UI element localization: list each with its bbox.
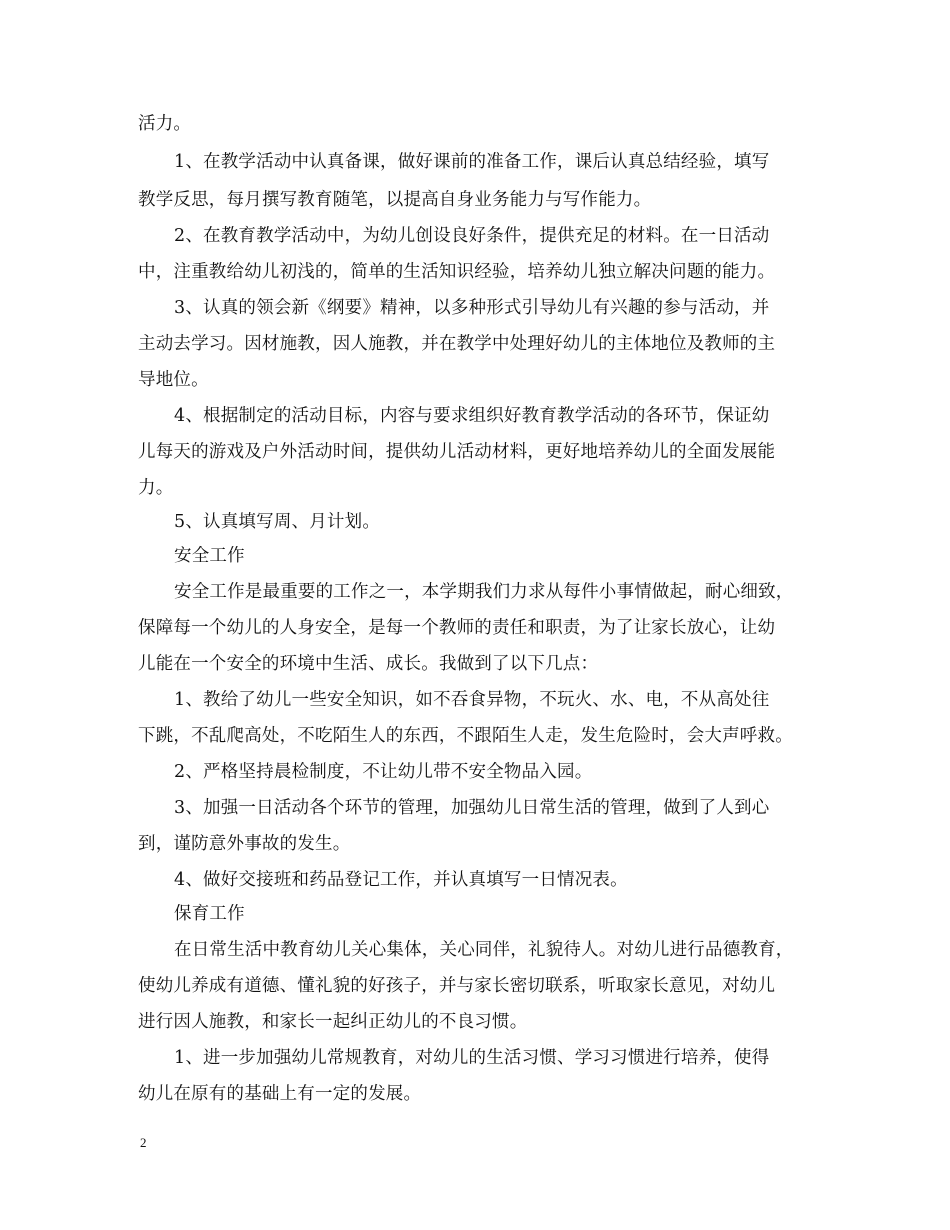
text-line: 4、根据制定的活动目标，内容与要求组织好教育教学活动的各环节，保证幼 [174, 406, 770, 426]
text-line: 使幼儿养成有道德、懂礼貌的好孩子，并与家长密切联系，听取家长意见，对幼儿 [138, 976, 776, 996]
text-line: 到，谨防意外事故的发生。 [138, 834, 351, 854]
text-line: 3、认真的领会新《纲要》精神，以多种形式引导幼儿有兴趣的参与活动，并 [174, 298, 770, 318]
page-number: 2 [140, 1135, 147, 1150]
text-line: 在日常生活中教育幼儿关心集体，关心同伴，礼貌待人。对幼儿进行品德教育， [174, 940, 794, 960]
text-line: 1、在教学活动中认真备课，做好课前的准备工作，课后认真总结经验，填写 [174, 152, 770, 172]
text-line: 安全工作是最重要的工作之一，本学期我们力求从每件小事情做起，耐心细致， [174, 582, 794, 602]
text-line: 儿每天的游戏及户外活动时间，提供幼儿活动材料，更好地培养幼儿的全面发展能 [138, 442, 776, 462]
text-line: 4、做好交接班和药品登记工作，并认真填写一日情况表。 [174, 870, 628, 890]
text-line: 下跳，不乱爬高处，不吃陌生人的东西，不跟陌生人走，发生危险时，会大声呼救。 [138, 726, 793, 746]
text-line: 2、严格坚持晨检制度，不让幼儿带不安全物品入园。 [174, 762, 593, 782]
text-line: 1、进一步加强幼儿常规教育，对幼儿的生活习惯、学习习惯进行培养，使得 [174, 1048, 770, 1068]
text-line: 力。 [138, 478, 174, 498]
text-line: 儿能在一个安全的环境中生活、成长。我做到了以下几点： [138, 654, 599, 674]
text-line: 保障每一个幼儿的人身安全，是每一个教师的责任和职责，为了让家长放心，让幼 [138, 618, 776, 638]
text-line: 1、教给了幼儿一些安全知识，如不吞食异物，不玩火、水、电，不从高处往 [174, 690, 770, 710]
text-line: 5、认真填写周、月计划。 [174, 512, 381, 532]
text-line: 幼儿在原有的基础上有一定的发展。 [138, 1084, 422, 1104]
text-line: 教学反思，每月撰写教育随笔，以提高自身业务能力与写作能力。 [138, 190, 652, 210]
text-line: 2、在教育教学活动中，为幼儿创设良好条件，提供充足的材料。在一日活动 [174, 226, 770, 246]
text-line: 保育工作 [174, 904, 245, 924]
text-line: 进行因人施教，和家长一起纠正幼儿的不良习惯。 [138, 1012, 528, 1032]
text-line: 导地位。 [138, 370, 209, 390]
text-line: 主动去学习。因材施教，因人施教，并在教学中处理好幼儿的主体地位及教师的主 [138, 334, 776, 354]
text-line: 安全工作 [174, 546, 245, 566]
text-line: 3、加强一日活动各个环节的管理，加强幼儿日常生活的管理，做到了人到心 [174, 798, 770, 818]
text-line: 中，注重教给幼儿初浅的，简单的生活知识经验，培养幼儿独立解决问题的能力。 [138, 262, 776, 282]
text-line: 活力。 [138, 114, 192, 134]
